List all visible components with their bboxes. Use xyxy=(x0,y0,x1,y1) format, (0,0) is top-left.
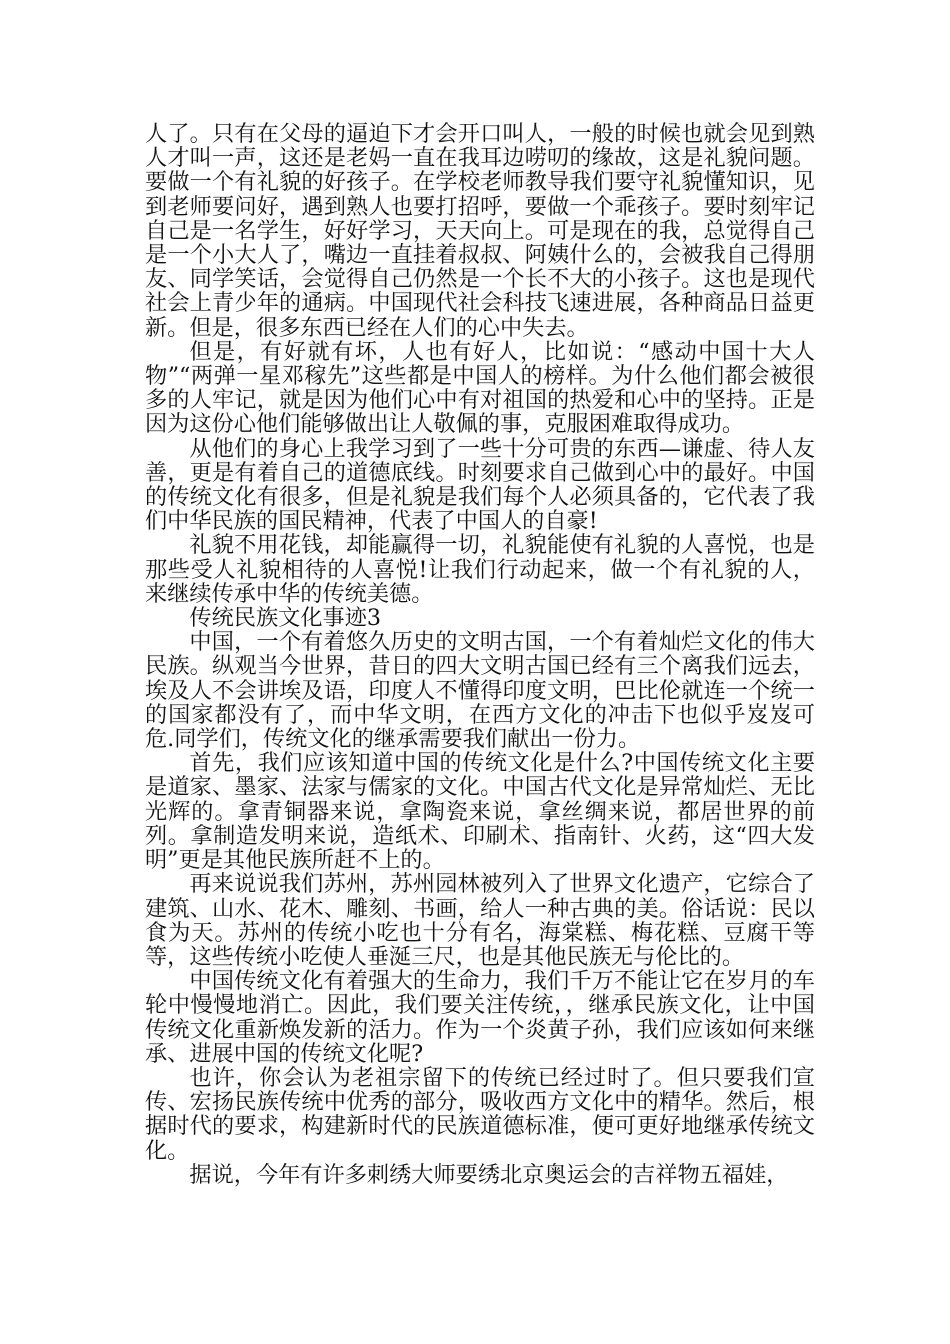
paragraph-4: 礼貌不用花钱，却能赢得一切，礼貌能使有礼貌的人喜悦，也是那些受人礼貌相待的人喜悦!让我们行动起来，做一个有礼貌的人，来继续传承中华的传统美德。 xyxy=(145,532,815,607)
paragraph-11: 据说，今年有许多刺绣大师要绣北京奥运会的吉祥物五福娃， xyxy=(189,1161,789,1188)
paragraph-6: 中国，一个有着悠久历史的文明古国，一个有着灿烂文化的伟大民族。纵观当今世界，昔日的四大文明古国已经有三个离我们远去，埃及人不会讲埃及语，印度人不懂得印度文明，巴比伦就连一个统一的国家都没有了，而中华文明，在西方文化的冲击下也似乎岌岌可危.同学们，传统文化的继承需要我们献出一份力。 xyxy=(145,629,815,753)
paragraph-1: 人了。只有在父母的逼迫下才会开口叫人，一般的时候也就会见到熟人才叫一声，这还是老妈一直在我耳边唠叨的缘故，这是礼貌问题。要做一个有礼貌的好孩子。在学校老师教导我们要守礼貌懂知识，见到老师要问好，遇到熟人也要打招呼，要做一个乖孩子。要时刻牢记自己是一名学生，好好学习，天天向上。可是现在的我，总觉得自己是一个小大人了，嘴边一直挂着叔叔、阿姨什么的，会被我自己得朋友、同学笑话，会觉得自己仍然是一个长不大的小孩子。这也是现代社会上青少年的通病。中国现代社会科技飞速进展，各种商品日益更新。但是，很多东西已经在人们的心中失去。 xyxy=(145,121,815,341)
paragraph-3: 从他们的身心上我学习到了一些十分可贵的东西—谦虚、待人友善，更是有着自己的道德底线。时刻要求自己做到心中的最好。中国的传统文化有很多，但是礼貌是我们每个人必须具备的，它代表了我们中华民族的国民精神，代表了中国人的自豪! xyxy=(145,435,815,535)
section-heading: 传统民族文化事迹3 xyxy=(189,605,382,632)
paragraph-9: 中国传统文化有着强大的生命力，我们千万不能让它在岁月的车轮中慢慢地消亡。因此，我们要关注传统，，继承民族文化，让中国传统文化重新焕发新的活力。作为一个炎黄子孙，我们应该如何来继承、进展中国的传统文化呢? xyxy=(145,968,815,1067)
paragraph-7: 首先，我们应该知道中国的传统文化是什么?中国传统文化主要是道家、墨家、法家与儒家的文化。中国古代文化是异常灿烂、无比光辉的。拿青铜器来说，拿陶瓷来说，拿丝绸来说，都居世界的前列。拿制造发明来说，造纸术、印刷术、指南针、火药，这“四大发明”更是其他民族所赶不上的。 xyxy=(145,750,815,874)
paragraph-8: 再来说说我们苏州，苏州园林被列入了世界文化遗产，它综合了建筑、山水、花木、雕刻、书画，给人一种古典的美。俗话说：民以食为天。苏州的传统小吃也十分有名，海棠糕、梅花糕、豆腐干等等，这些传统小吃使人垂涎三尺，也是其他民族无与伦比的。 xyxy=(145,871,815,970)
paragraph-2: 但是，有好就有坏，人也有好人，比如说：“感动中国十大人物”“两弹一星邓稼先”这些都是中国人的榜样。为什么他们都会被很多的人牢记，就是因为他们心中有对祖国的热爱和心中的坚持。正是因为这份心他们能够做出让人敬佩的事，克服困难取得成功。 xyxy=(145,338,815,438)
paragraph-10: 也许，你会认为老祖宗留下的传统已经过时了。但只要我们宣传、宏扬民族传统中优秀的部分，吸收西方文化中的精华。然后，根据时代的要求，构建新时代的民族道德标准，便可更好地继承传统文化。 xyxy=(145,1064,815,1164)
document-page xyxy=(145,122,815,1187)
